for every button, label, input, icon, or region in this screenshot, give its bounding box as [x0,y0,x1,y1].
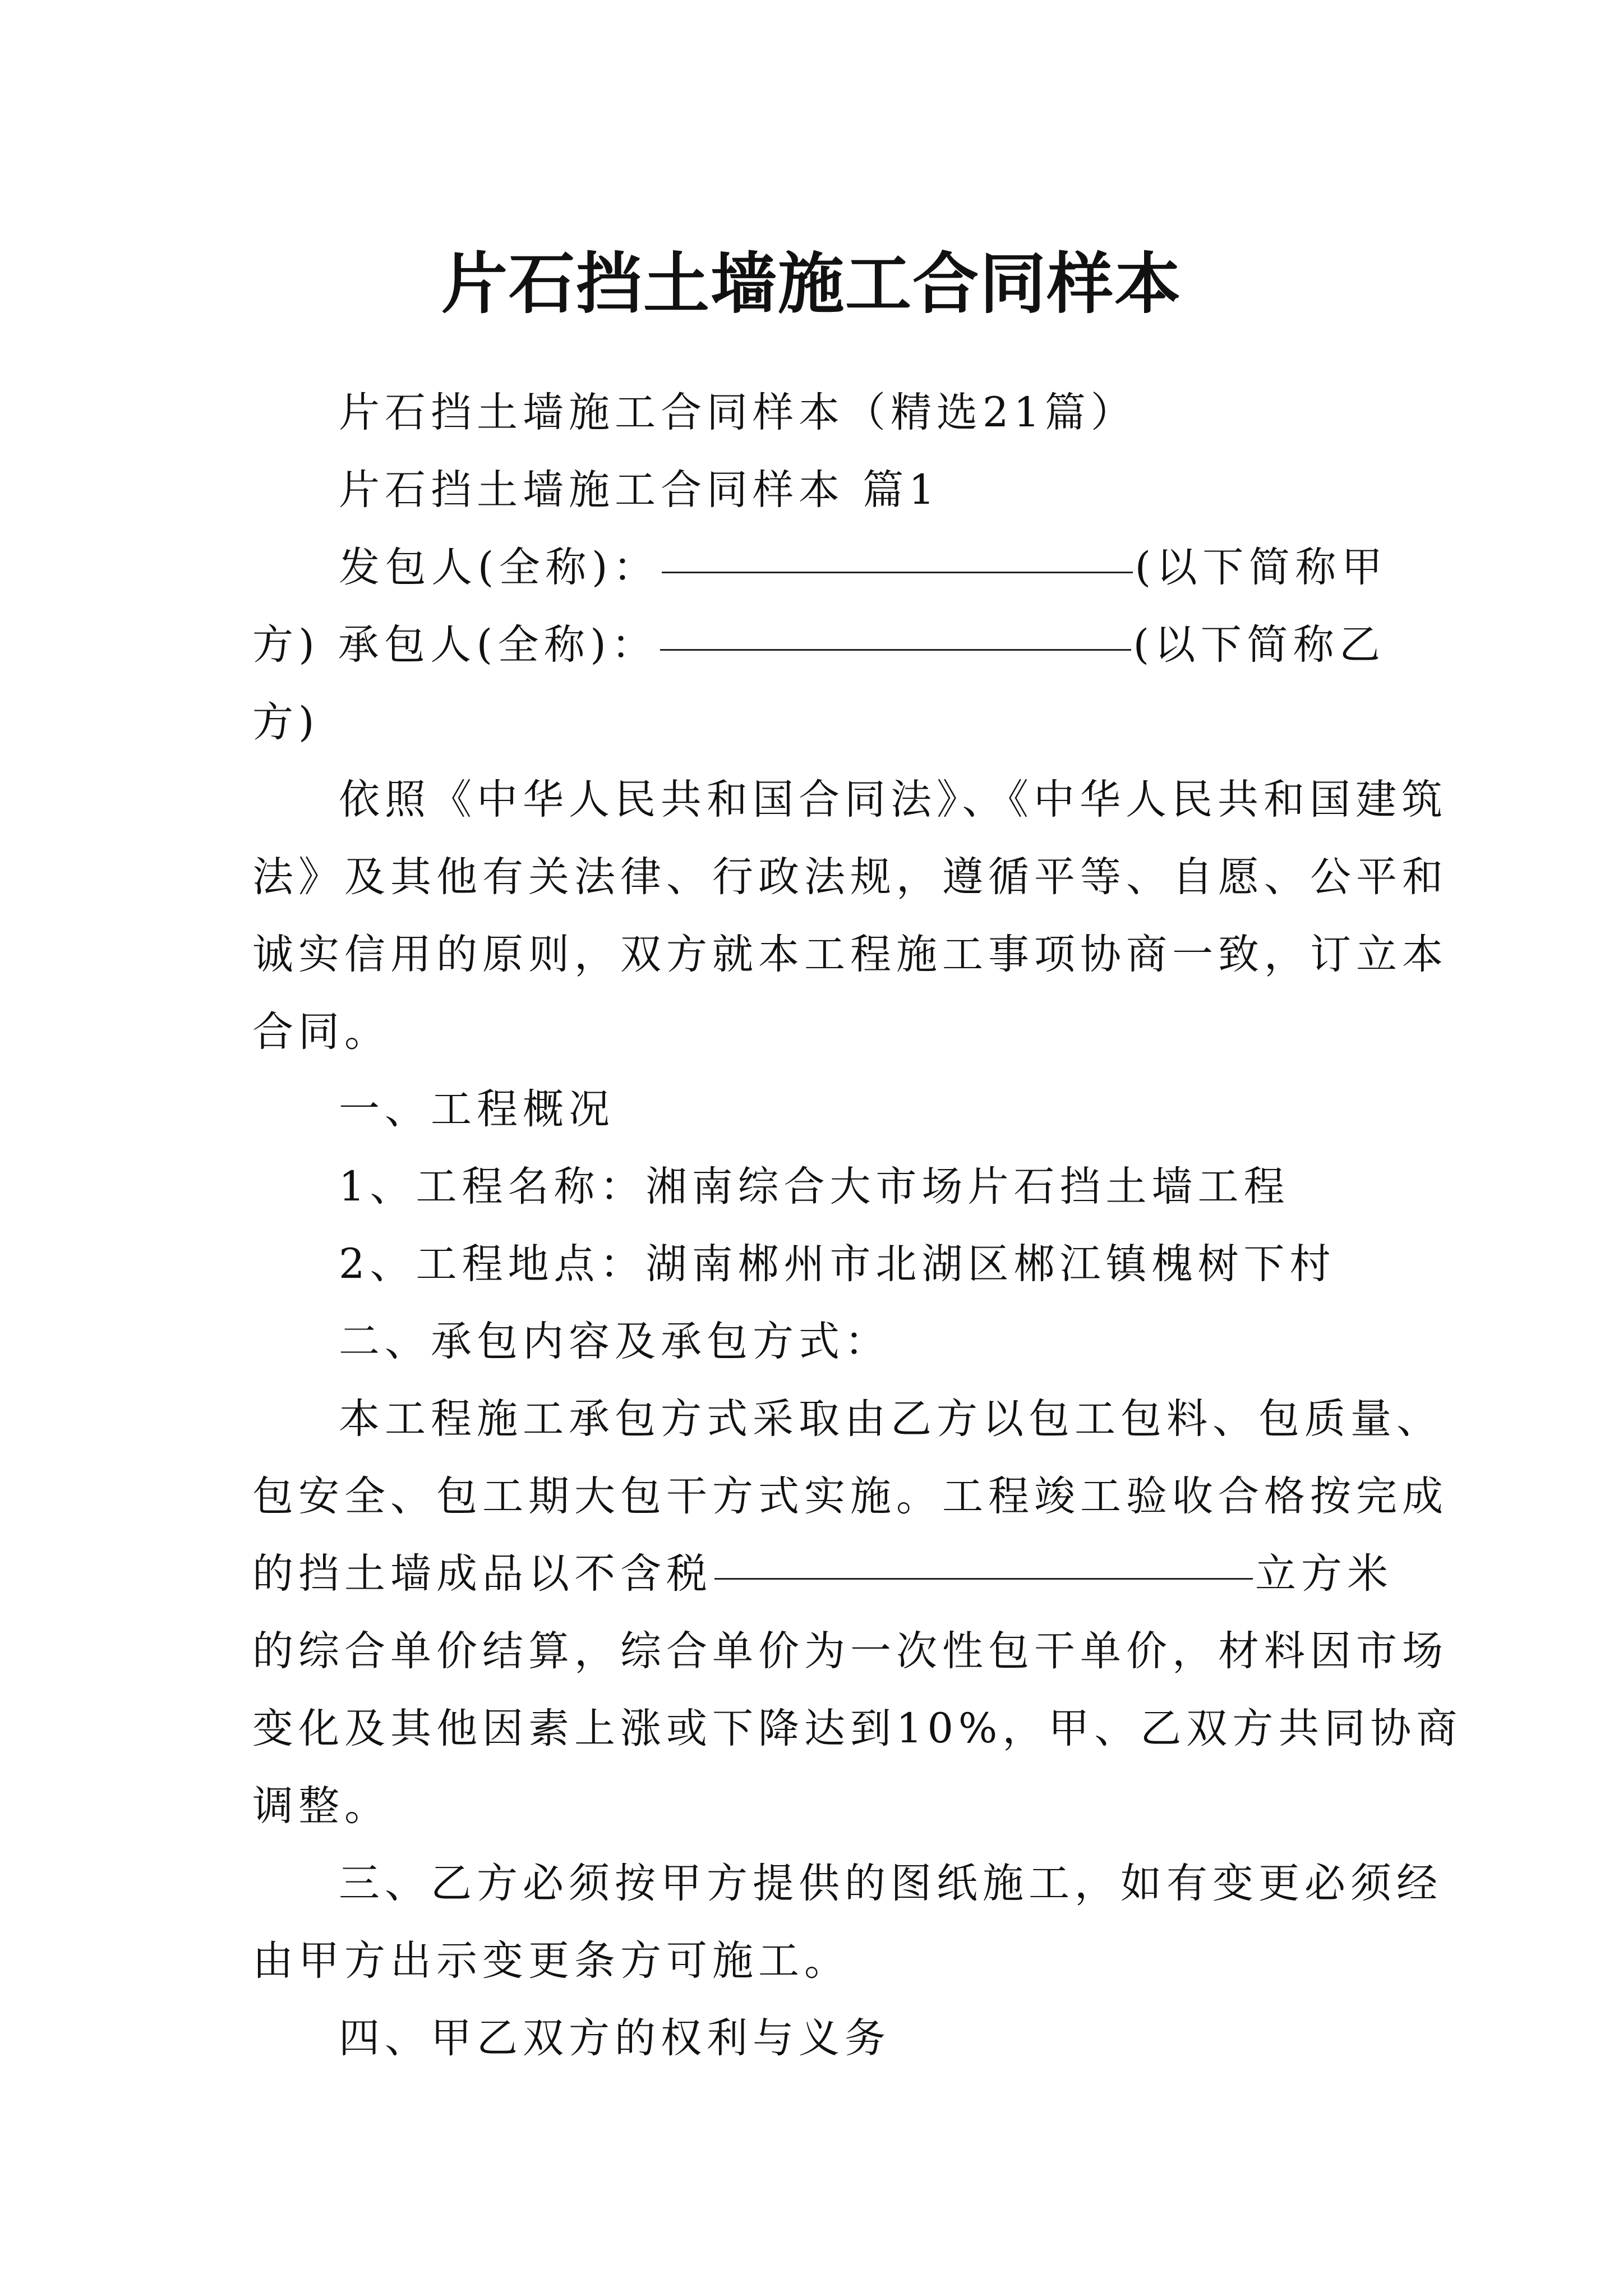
contractor-blank-field [660,649,1131,651]
contractor-suffix: (以下简称乙 [1133,621,1385,669]
paragraph-line: 法》及其他有关法律、行政法规，遵循平等、自愿、公平和 [252,853,1448,901]
employer-label: 发包人(全称)： [339,544,660,591]
employer-blank-field [662,572,1133,573]
section-heading: 二、承包内容及承包方式： [339,1318,891,1365]
section-heading: 一、工程概况 [339,1085,615,1133]
document-title: 片石挡土墙施工合同样本 [441,245,1182,323]
section-heading-line: 片石挡土墙施工合同样本 篇1 [339,466,940,514]
project-name-line: 1、工程名称：湘南综合大市场片石挡土墙工程 [339,1163,1290,1211]
unit-price-label: 的挡土墙成品以不含税 [252,1550,712,1598]
contractor-label: 方) 承包人(全称)： [252,621,658,669]
paragraph-line: 变化及其他因素上涨或下降达到10%，甲、乙双方共同协商 [252,1705,1463,1752]
paragraph-line: 包安全、包工期大包干方式实施。工程竣工验收合格按完成 [252,1473,1448,1520]
contractor-line [252,614,1385,677]
unit-price-line [252,1543,1393,1605]
employer-suffix: (以下简称甲 [1135,544,1387,591]
contractor-line-end: 方) [252,698,320,746]
subtitle-line: 片石挡土墙施工合同样本（精选21篇） [339,389,1137,436]
paragraph-line: 调整。 [252,1782,390,1830]
section-heading: 四、甲乙双方的权利与义务 [339,2014,891,2062]
paragraph-line: 三、乙方必须按甲方提供的图纸施工，如有变更必须经 [339,1860,1442,1907]
paragraph-line: 本工程施工承包方式采取由乙方以包工包料、包质量、 [339,1395,1442,1443]
paragraph-line: 由甲方出示变更条方可施工。 [252,1937,850,1985]
employer-line [339,536,1387,599]
paragraph-line: 诚实信用的原则，双方就本工程施工事项协商一致，订立本 [252,931,1448,978]
paragraph-line: 依照《中华人民共和国合同法》、《中华人民共和国建筑 [339,776,1447,823]
paragraph-line: 合同。 [252,1008,390,1056]
unit-price-suffix: 立方米 [1255,1550,1393,1598]
project-location-line: 2、工程地点：湖南郴州市北湖区郴江镇槐树下村 [339,1240,1336,1288]
unit-price-blank-field [714,1578,1253,1580]
paragraph-line: 的综合单价结算，综合单价为一次性包干单价，材料因市场 [252,1627,1448,1675]
